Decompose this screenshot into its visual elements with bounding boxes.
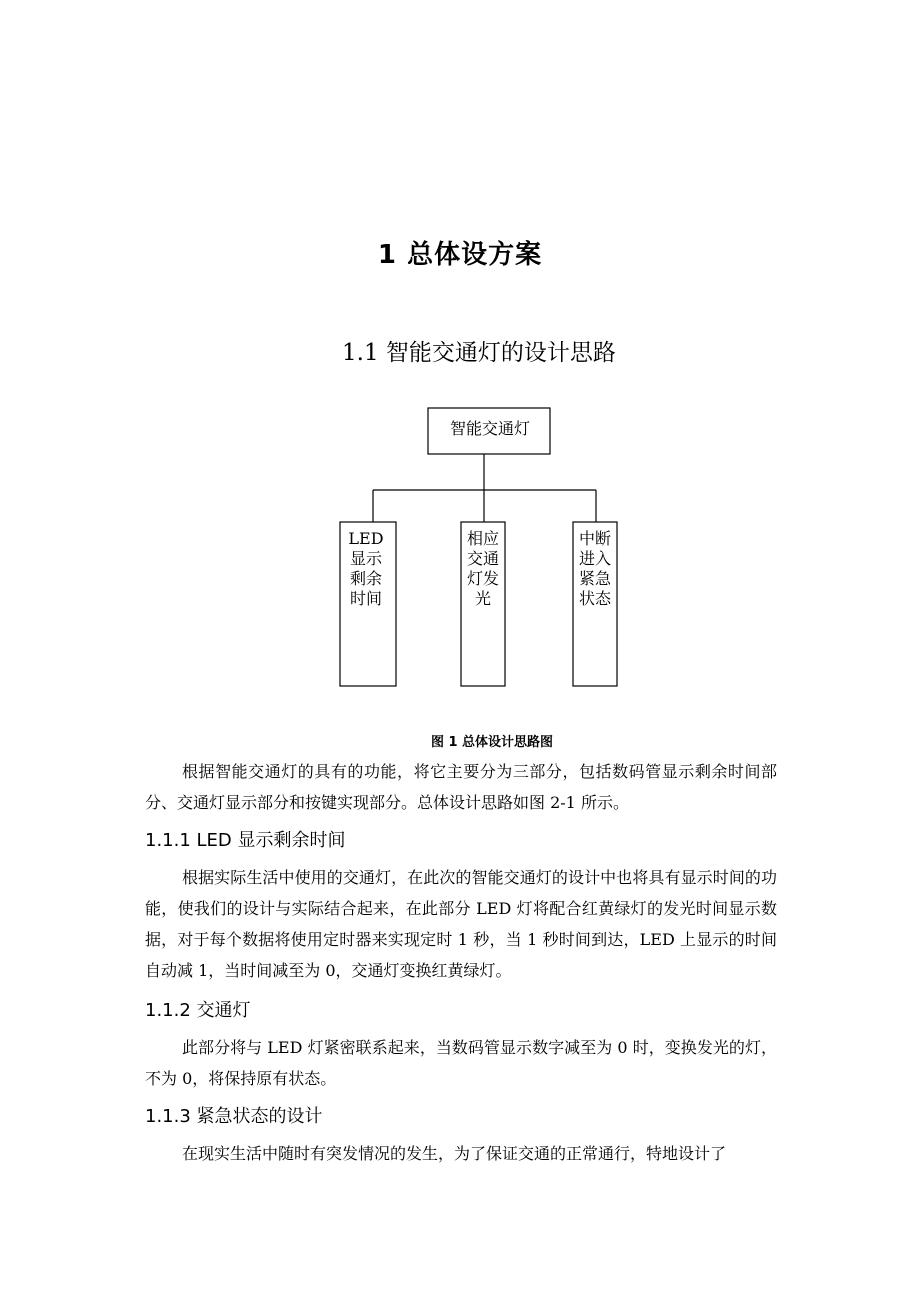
- chapter-title: 1 总体设方案: [377, 240, 543, 270]
- child-box-label-3: 中断进入紧急状态: [578, 529, 611, 608]
- subsection-title-traffic-light: 1.1.2 交通灯: [145, 1000, 251, 1021]
- child-box-label-1: LED显示剩余时间: [348, 529, 384, 608]
- paragraph-overview: 根据智能交通灯的具有的功能，将它主要分为三部分，包括数码管显示剩余时间部分、交通灯显示部分和按键实现部分。总体设计思路如图 2-1 所示。: [145, 762, 777, 812]
- subsection-title-emergency: 1.1.3 紧急状态的设计: [145, 1106, 323, 1127]
- subsection-title-led: 1.1.1 LED 显示剩余时间: [145, 830, 346, 851]
- root-box-label: 智能交通灯: [449, 419, 530, 438]
- paragraph-led: 根据实际生活中使用的交通灯，在此次的智能交通灯的设计中也将具有显示时间的功能，使我们的设计与实际结合起来，在此部分 LED 灯将配合红黄绿灯的发光时间显示数据，对于每个数据将使用定时器来实现定时 1 秒，当 1 秒时间到达，LED 上显示的时间自动减 1，当时间减至为 0，交通灯变换红黄绿灯。: [145, 868, 777, 980]
- section-title: 1.1 智能交通灯的设计思路: [342, 340, 616, 366]
- paragraph-emergency: 在现实生活中随时有突发情况的发生，为了保证交通的正常通行，特地设计了: [182, 1144, 727, 1163]
- figure-caption: 图 1 总体设计思路图: [430, 735, 554, 750]
- child-box-label-2: 相应交通灯发光: [466, 529, 499, 608]
- paragraph-traffic-light: 此部分将与 LED 灯紧密联系起来，当数码管显示数字减至为 0 时，变换发光的灯，不为 0，将保持原有状态。: [145, 1038, 777, 1088]
